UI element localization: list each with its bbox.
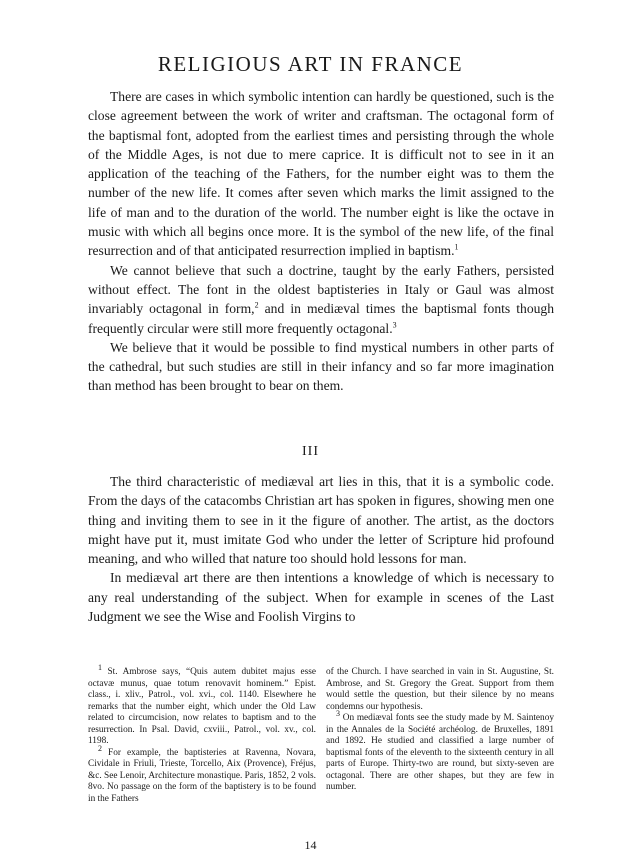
- body-text-upper: [88, 87, 554, 396]
- paragraph-text: and in mediæval times the baptismal fonts though frequently circular were still more frequently octagonal.: [88, 301, 555, 336]
- paragraph: [88, 568, 554, 626]
- paragraph: [88, 472, 554, 568]
- footnote-column-right: [326, 667, 554, 805]
- footnote-text: On mediæval fonts see the study made by M. Saintenoy in the Annales de la Société archéolog. de Bruxelles, 1891 and 1892. He studied and classified a large number of baptismal fonts of the eleventh to the sixteenth century in all parts of Europe. Thirty-two are round, but sixty-seven are octagonal. There are other shapes, but they are few in number.: [326, 713, 554, 792]
- footnote-mark: 2: [98, 743, 102, 753]
- footnotes: [88, 662, 554, 805]
- body-text-lower: [88, 472, 554, 626]
- footnote-mark: 3: [336, 708, 340, 718]
- footnote-ref: 3: [392, 320, 397, 330]
- footnote-ref: 2: [254, 300, 259, 310]
- footnote-text: St. Ambrose says, “Quis autem dubitet majus esse octavæ munus, quae totum renovavit hominem.” Epist. class., i. xliv., Patrol., vol. xvi., col. 1140. Elsewhere he remarks that the number eight, which under the Old Law related to circumcision, now relates to baptism and to the resurrection. In Psal. David, cxviii., Patrol., vol. xv., col. 1198.: [88, 667, 316, 746]
- footnote-ref: 1: [454, 242, 459, 252]
- footnote-2-continued: [326, 667, 554, 713]
- page-number: 14: [304, 838, 317, 852]
- paragraph: [88, 338, 554, 396]
- footnote-text: For example, the baptisteries at Ravenna, Novara, Cividale in Friuli, Trieste, Torcello, Aix (Provence), Fréjus, &c. See Lenoir, Architecture monastique. Paris, 1852, 2 vols. 8vo. No passage on the form of the baptistery is to be found in the Fathers: [88, 747, 316, 804]
- paragraph-text: In mediæval art there are then intentions a knowledge of which is necessary to any real understanding of the subject. When for example in scenes of the Last Judgment we see the Wise and Foolish Virgins to: [88, 570, 554, 625]
- footnote-2: [88, 743, 316, 806]
- paragraph-text: There are cases in which symbolic intention can hardly be questioned, such is the close agreement between the work of writer and craftsman. The octagonal form of the baptismal font, adopted from the earliest times and persisting through the whole of the Middle Ages, is not due to mere caprice. It is difficult not to see in it an application of the teaching of the Fathers, for the number eight was to them the number of the new life. It comes after seven which marks the limit assigned to the life of man and to the duration of the world. The number eight is like the octave in music with which all begins once more. It is the symbol of the new life, of the final resurrection and of that anticipated resurrection implied in baptism.: [88, 89, 554, 259]
- paragraph-text: The third characteristic of mediæval art lies in this, that it is a symbolic code. From the days of the catacombs Christian art has spoken in figures, showing men one thing and inviting them to see in it the figure of another. The artist, as the doctors might have put it, must imitate God who under the letter of Scripture hid profound meaning, and who willed that nature too should hold lessons for man.: [88, 474, 554, 567]
- footnote-1: [88, 662, 316, 748]
- footnote-mark: 1: [98, 662, 102, 672]
- footnote-3: [326, 708, 554, 794]
- paragraph: [88, 87, 554, 261]
- paragraph-text: We believe that it would be possible to find mystical numbers in other parts of the cathedral, but such studies are still in their infancy and so far more imagination than method has been brought to bear on them.: [88, 339, 554, 394]
- footnote-column-left: [88, 662, 316, 805]
- running-title: RELIGIOUS ART IN FRANCE: [157, 52, 464, 76]
- paragraph: [88, 261, 554, 338]
- footnote-text: of the Church. I have searched in vain in St. Augustine, St. Ambrose, and St. Gregory the Great. Support from them would settle the question, but their silence by no means condemns our hypothesis.: [326, 667, 554, 712]
- paragraph-text: We cannot believe that such a doctrine, taught by the early Fathers, persisted without effect. The font in the oldest baptisteries in Italy or Gaul was almost invariably octagonal in form,: [88, 262, 554, 317]
- section-number: III: [302, 444, 319, 459]
